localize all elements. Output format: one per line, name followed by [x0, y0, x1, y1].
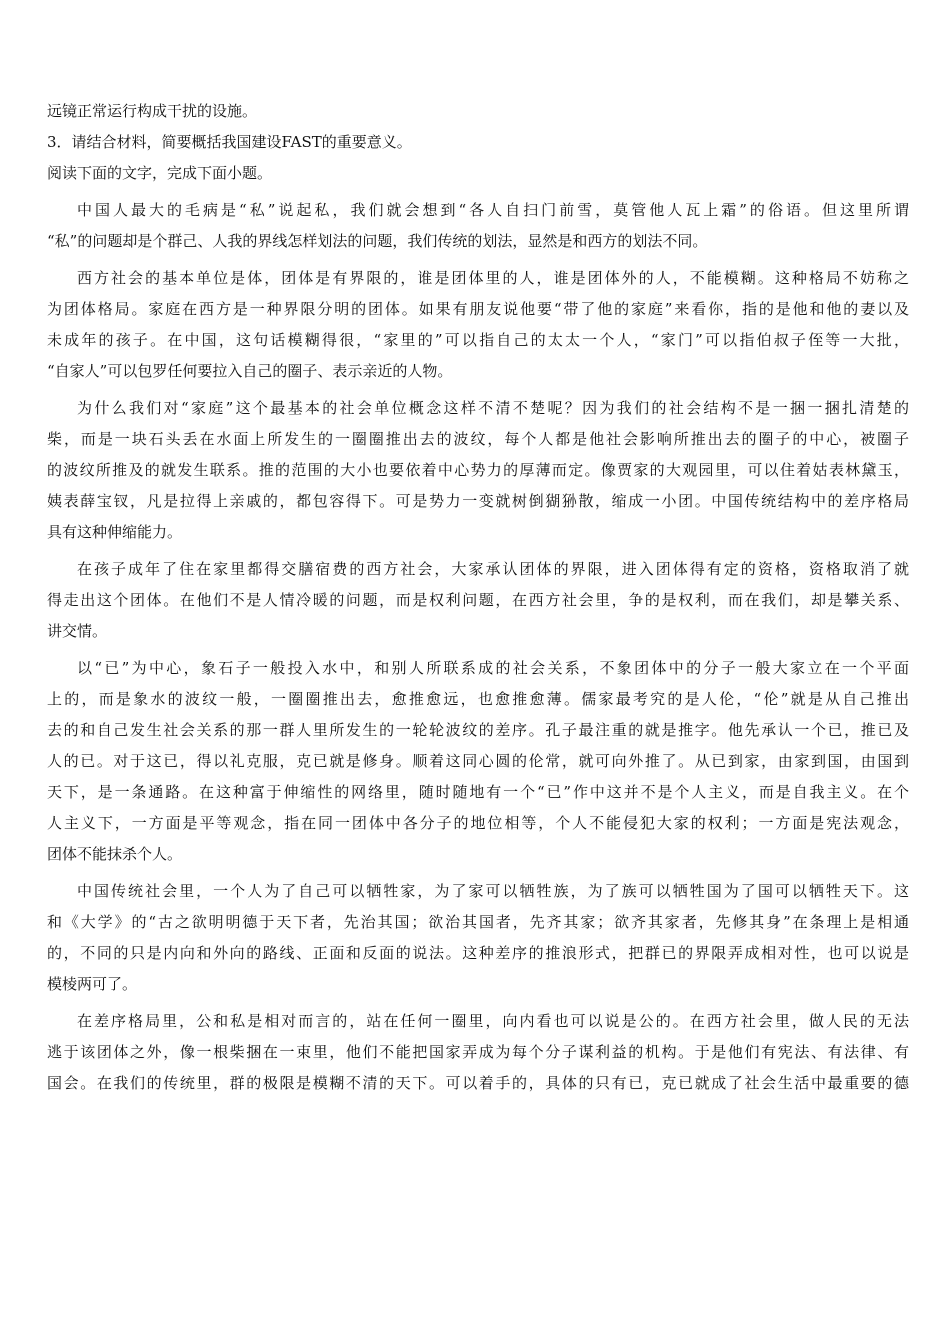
text-line: 团体不能抹杀个人。	[47, 845, 183, 863]
text-line: 为团体格局。家庭在西方是一种界限分明的团体。如果有朋友说他要“带了他的家庭”来看你，指的是他和他的妻以及	[47, 300, 909, 318]
text-line: 讲交情。	[47, 622, 108, 640]
text-line: 人的已。对于这已，得以礼克服，克已就是修身。顺着这同心圆的伦常，就可向外推了。从已到家，由家到国，由国到	[47, 752, 909, 770]
question-3: 3．请结合材料，简要概括我国建设FAST的重要意义。	[47, 133, 412, 151]
text-line: 在差序格局里，公和私是相对而言的，站在任何一圈里，向内看也可以说是公的。在西方社会里，做人民的无法	[77, 1012, 909, 1030]
text-line: 柴，而是一块石头丢在水面上所发生的一圈圈推出去的波纹，每个人都是他社会影响所推出去的圈子的中心，被圈子	[47, 430, 909, 448]
text-line: “私”的问题却是个群己、人我的界线怎样划法的问题，我们传统的划法，显然是和西方的划法不同。	[47, 232, 708, 250]
text-line: 国会。在我们的传统里，群的极限是模糊不清的天下。可以着手的，具体的只有已，克已就成了社会生活中最重要的德	[47, 1074, 909, 1092]
text-line: 去的和自己发生社会关系的那一群人里所发生的一轮轮波纹的差序。孔子最注重的就是推字。他先承认一个已，推已及	[47, 721, 909, 739]
text-line: 天下，是一条通路。在这种富于伸缩性的网络里，随时随地有一个“已”作中这并不是个人主义，而是自我主义。在个	[47, 783, 909, 801]
text-line: 人主义下，一方面是平等观念，指在同一团体中各分子的地位相等，个人不能侵犯大家的权利；一方面是宪法观念，	[47, 814, 909, 832]
text-line: 上的，而是象水的波纹一般，一圈圈推出去，愈推愈远，也愈推愈薄。儒家最考究的是人伦，“伦”就是从自己推出	[47, 690, 909, 708]
paragraph-4	[47, 554, 909, 647]
text-line: 逃于该团体之外，像一根柴捆在一束里，他们不能把国家弄成为每个分子谋利益的机构。于是他们有宪法、有法律、有	[47, 1043, 909, 1061]
text-line: 西方社会的基本单位是体，团体是有界限的，谁是团体里的人，谁是团体外的人，不能模糊。这种格局不妨称之	[77, 269, 909, 287]
text-line: 远镜正常运行构成干扰的设施。	[47, 102, 258, 120]
text-line: 中国传统社会里，一个人为了自己可以牺牲家，为了家可以牺牲族，为了族可以牺牲国为了国可以牺牲天下。这	[77, 882, 909, 900]
text-line: 和《大学》的“古之欲明明德于天下者，先治其国；欲治其国者，先齐其家；欲齐其家者，先修其身”在条理上是相通	[47, 913, 909, 931]
paragraph-6	[47, 876, 909, 1000]
paragraph-7	[47, 1006, 909, 1099]
text-line: 未成年的孩子。在中国，这句话模糊得很，“家里的”可以指自己的太太一个人，“家门”可以指伯叔子侄等一大批，	[47, 331, 909, 349]
text-line: 在孩子成年了住在家里都得交膳宿费的西方社会，大家承认团体的界限，进入团体得有定的资格，资格取消了就	[77, 560, 909, 578]
text-line: 姨表薛宝钗，凡是拉得上亲戚的，都包容得下。可是势力一变就树倒猢狲散，缩成一小团。中国传统结构中的差序格局	[47, 492, 909, 510]
text-line: 的，不同的只是内向和外向的路线、正面和反面的说法。这种差序的推浪形式，把群已的界限弄成相对性，也可以说是	[47, 944, 909, 962]
document-page	[47, 96, 909, 1099]
text-line: 模棱两可了。	[47, 975, 138, 993]
text-line: 得走出这个团体。在他们不是人情冷暖的问题，而是权利问题，在西方社会里，争的是权利，而在我们，却是攀关系、	[47, 591, 909, 609]
reading-instruction: 阅读下面的文字，完成下面小题。	[47, 164, 273, 182]
text-line: “自家人”可以包罗任何要拉入自己的圈子、表示亲近的人物。	[47, 362, 453, 380]
paragraph-3	[47, 393, 909, 548]
paragraph-5	[47, 653, 909, 870]
text-line: 为什么我们对“家庭”这个最基本的社会单位概念这样不清不楚呢？因为我们的社会结构不是一捆一捆扎清楚的	[77, 399, 909, 417]
text-line: 的波纹所推及的就发生联系。推的范围的大小也要依着中心势力的厚薄而定。像贾家的大观园里，可以住着姑表林黛玉，	[47, 461, 909, 479]
paragraph-1	[47, 195, 909, 257]
paragraph-2	[47, 263, 909, 387]
text-line: 具有这种伸缩能力。	[47, 523, 183, 541]
text-line: 中国人最大的毛病是“私”说起私，我们就会想到“各人自扫门前雪，莫管他人瓦上霜”的俗语。但这里所谓	[77, 201, 909, 219]
text-line: 以“已”为中心，象石子一般投入水中，和别人所联系成的社会关系，不象团体中的分子一般大家立在一个平面	[77, 659, 909, 677]
